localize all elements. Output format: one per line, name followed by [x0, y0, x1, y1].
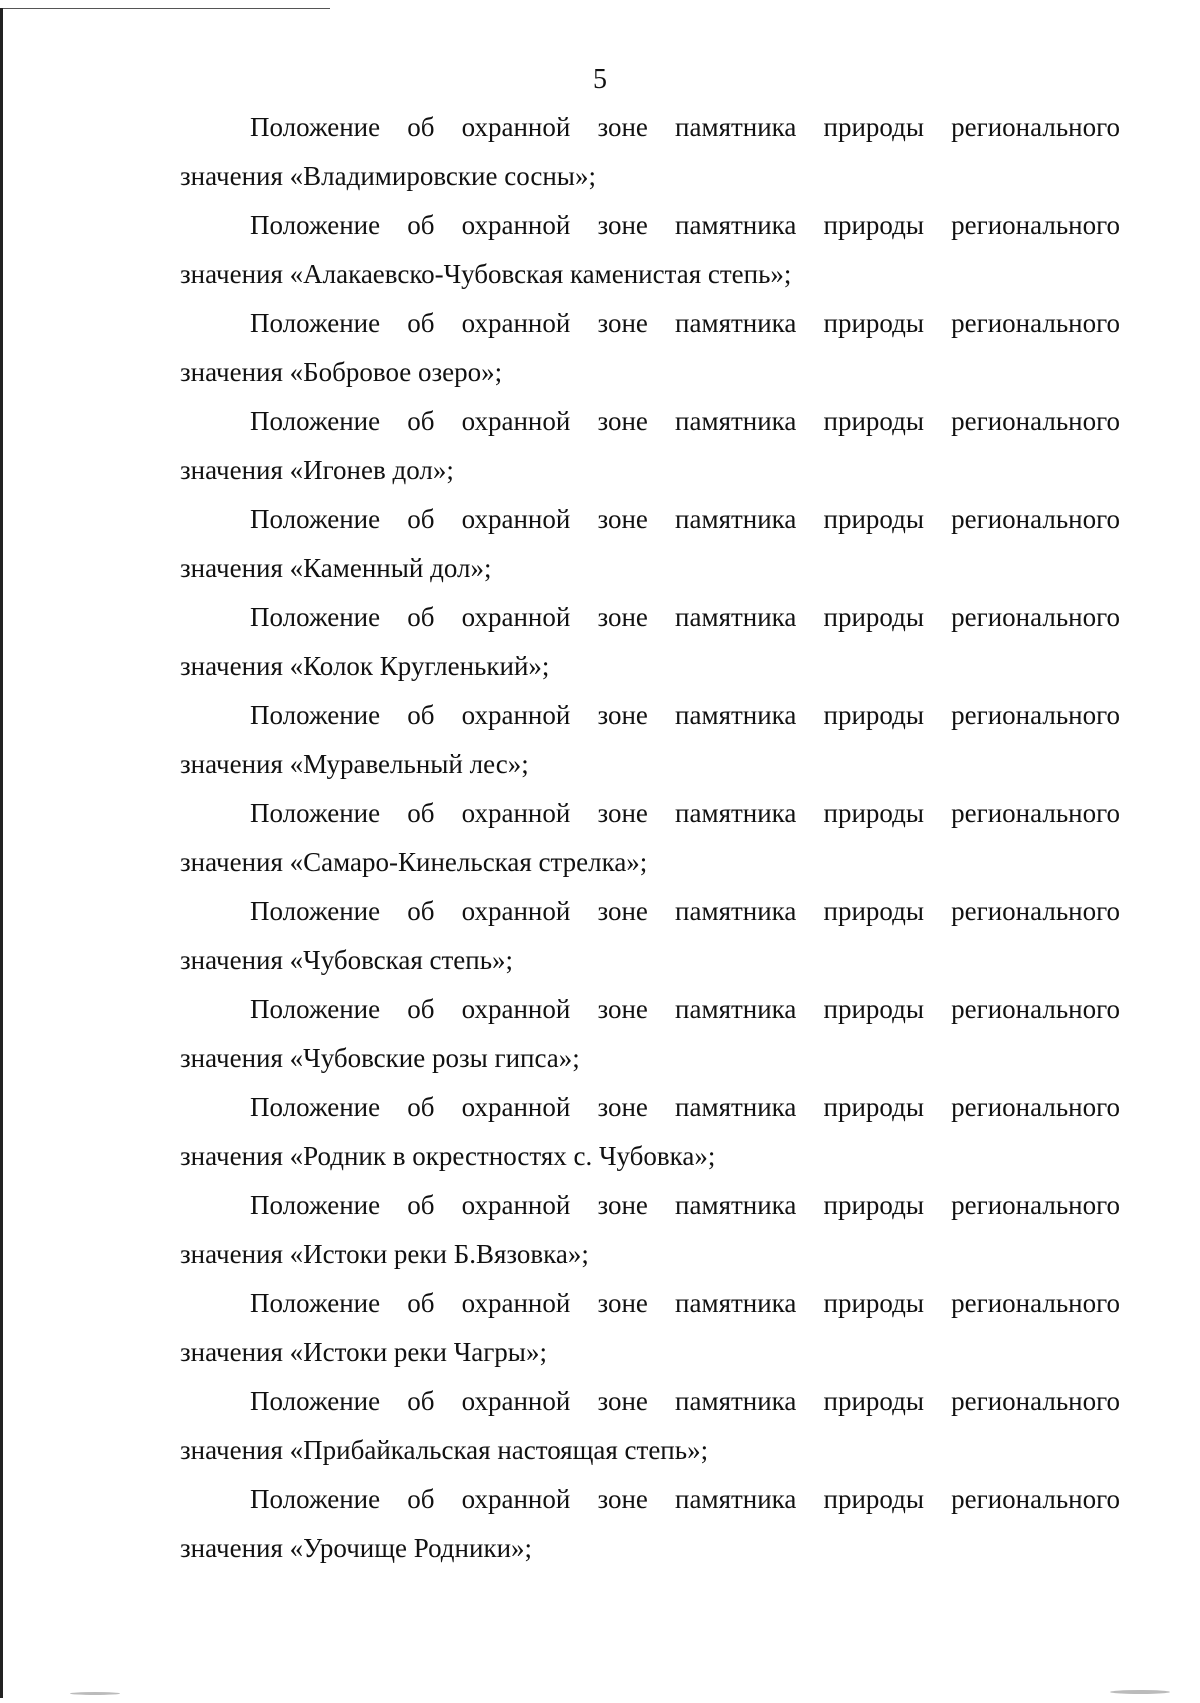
item-object-name: значения «Игонев дол»;: [180, 455, 454, 485]
list-item: [180, 1279, 1120, 1377]
list-item: [180, 495, 1120, 593]
item-lead-text: Положение об охранной зоне памятника природы регионального: [250, 1386, 1120, 1416]
scan-border-top: [0, 8, 330, 9]
scan-border-left: [0, 8, 3, 1698]
item-lead-text: Положение об охранной зоне памятника природы регионального: [250, 1190, 1120, 1220]
item-lead-text: Положение об охранной зоне памятника природы регионального: [250, 700, 1120, 730]
item-object-name: значения «Владимировские сосны»;: [180, 161, 596, 191]
scan-speck: [1110, 1690, 1170, 1694]
item-object-name: значения «Каменный дол»;: [180, 553, 492, 583]
list-item: [180, 691, 1120, 789]
item-lead-text: Положение об охранной зоне памятника природы регионального: [250, 896, 1120, 926]
regulation-list: [180, 103, 1120, 1573]
item-object-name: значения «Истоки реки Чагры»;: [180, 1337, 547, 1367]
list-item: [180, 593, 1120, 691]
item-lead-text: Положение об охранной зоне памятника природы регионального: [250, 994, 1120, 1024]
item-object-name: значения «Чубовская степь»;: [180, 945, 514, 975]
item-object-name: значения «Самаро-Кинельская стрелка»;: [180, 847, 648, 877]
item-object-name: значения «Бобровое озеро»;: [180, 357, 503, 387]
item-lead-text: Положение об охранной зоне памятника природы регионального: [250, 210, 1120, 240]
item-lead-text: Положение об охранной зоне памятника природы регионального: [250, 308, 1120, 338]
list-item: [180, 299, 1120, 397]
list-item: [180, 789, 1120, 887]
list-item: [180, 1475, 1120, 1573]
list-item: [180, 1181, 1120, 1279]
list-item: [180, 103, 1120, 201]
list-item: [180, 397, 1120, 495]
item-lead-text: Положение об охранной зоне памятника природы регионального: [250, 798, 1120, 828]
list-item: [180, 1083, 1120, 1181]
item-lead-text: Положение об охранной зоне памятника природы регионального: [250, 112, 1120, 142]
item-lead-text: Положение об охранной зоне памятника природы регионального: [250, 504, 1120, 534]
item-object-name: значения «Чубовские розы гипса»;: [180, 1043, 580, 1073]
item-object-name: значения «Родник в окрестностях с. Чубовка»;: [180, 1141, 716, 1171]
item-object-name: значения «Прибайкальская настоящая степь»;: [180, 1435, 709, 1465]
item-lead-text: Положение об охранной зоне памятника природы регионального: [250, 602, 1120, 632]
list-item: [180, 985, 1120, 1083]
list-item: [180, 201, 1120, 299]
item-object-name: значения «Муравельный лес»;: [180, 749, 529, 779]
item-lead-text: Положение об охранной зоне памятника природы регионального: [250, 406, 1120, 436]
scan-speck: [70, 1692, 120, 1695]
list-item: [180, 887, 1120, 985]
list-item: [180, 1377, 1120, 1475]
item-lead-text: Положение об охранной зоне памятника природы регионального: [250, 1484, 1120, 1514]
item-object-name: значения «Колок Кругленький»;: [180, 651, 550, 681]
page-number: 5: [593, 64, 607, 95]
item-lead-text: Положение об охранной зоне памятника природы регионального: [250, 1288, 1120, 1318]
item-lead-text: Положение об охранной зоне памятника природы регионального: [250, 1092, 1120, 1122]
item-object-name: значения «Истоки реки Б.Вязовка»;: [180, 1239, 589, 1269]
item-object-name: значения «Алакаевско-Чубовская каменистая степь»;: [180, 259, 792, 289]
item-object-name: значения «Урочище Родники»;: [180, 1533, 533, 1563]
